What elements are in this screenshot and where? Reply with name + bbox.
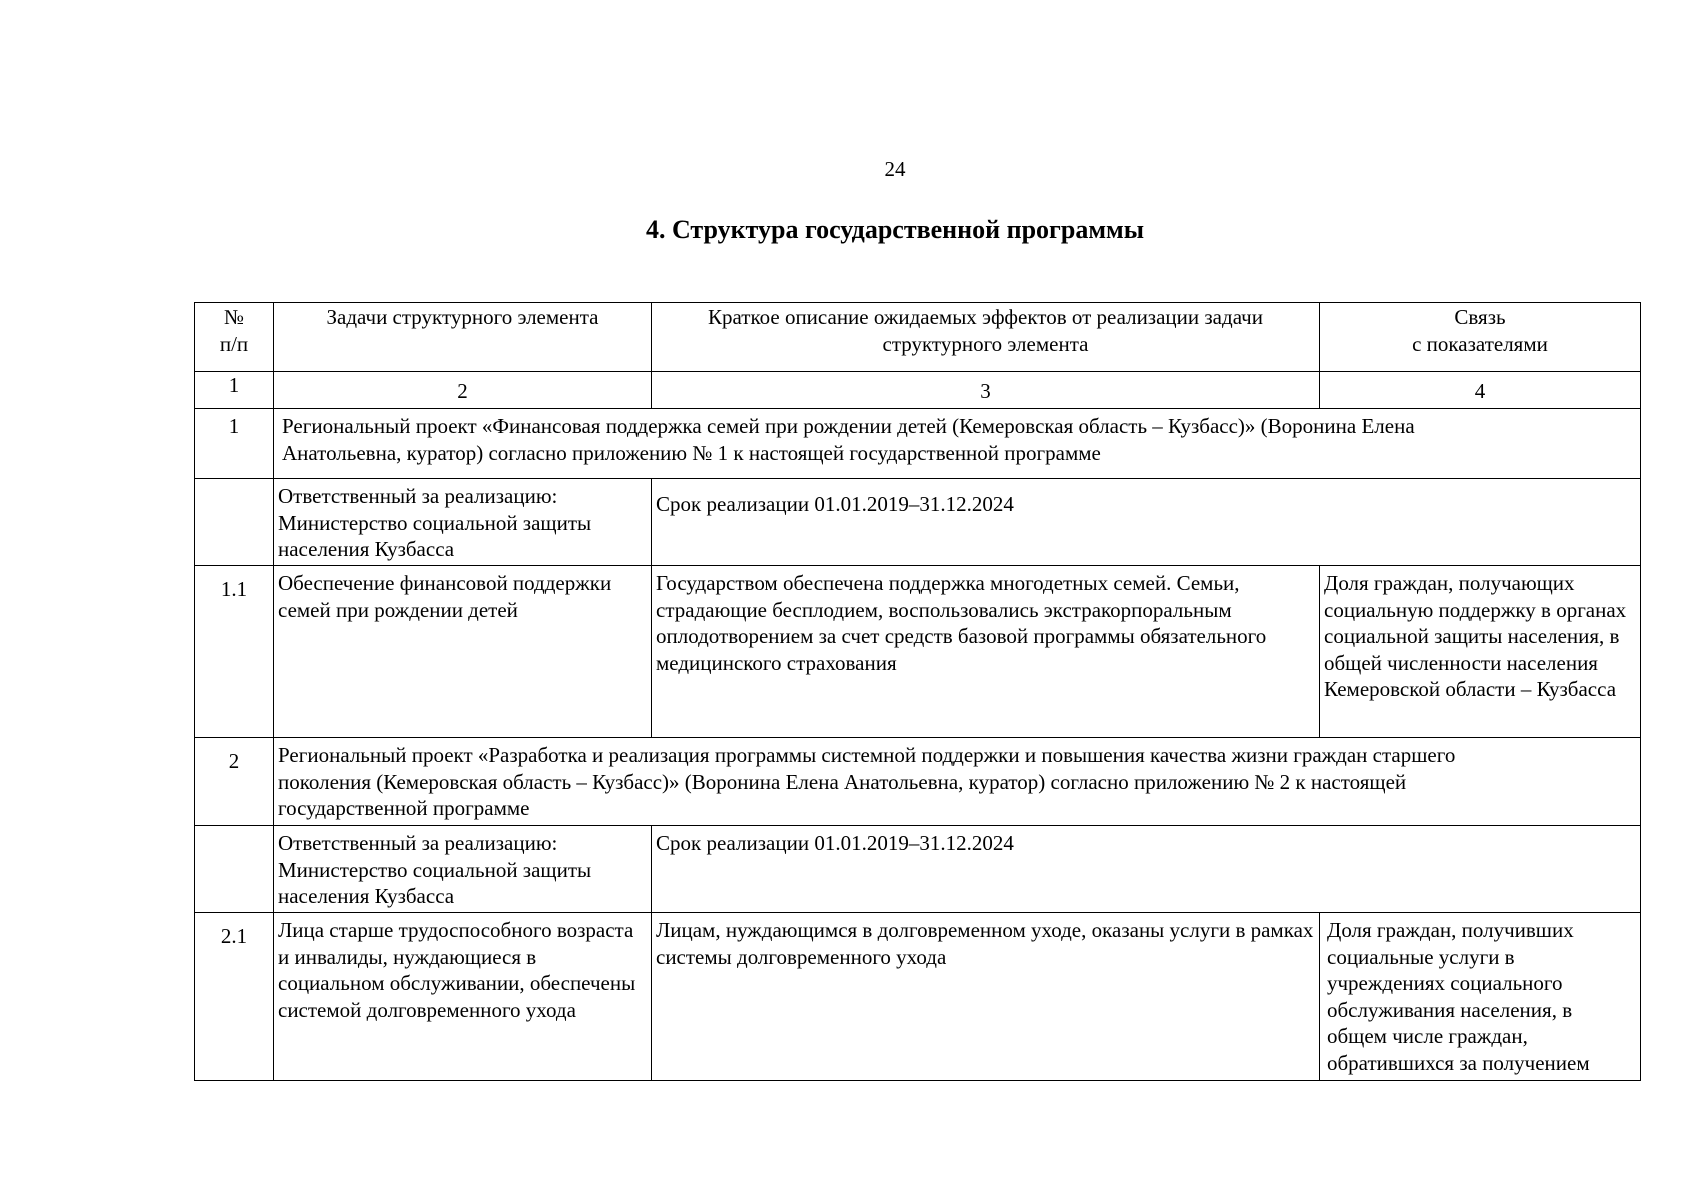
header-effects <box>652 303 1320 372</box>
project-number: 2 <box>195 738 274 826</box>
responsible-executor: Ответственный за реализацию: Министерство социальной защиты населения Кузбасса <box>274 479 652 566</box>
column-number: 3 <box>652 372 1320 409</box>
header-num <box>195 303 274 372</box>
page-number: 24 <box>884 157 906 181</box>
implementation-term: Срок реализации 01.01.2019–31.12.2024 <box>652 479 1641 566</box>
header-link-line1: Связь <box>1454 305 1506 329</box>
task-number: 1.1 <box>195 566 274 738</box>
task-number: 2.1 <box>195 913 274 1081</box>
responsible-executor: Ответственный за реализацию: Министерство социальной защиты населения Кузбасса <box>274 826 652 913</box>
project-title-line: Анатольевна, куратор) согласно приложению № 1 к настоящей государственной программе <box>282 440 1101 465</box>
project-title-line: Региональный проект «Разработка и реализация программы системной поддержки и повышения качества жизни граждан старшего <box>278 743 1456 767</box>
structure-table <box>194 302 1641 1081</box>
task-effects: Лицам, нуждающимся в долговременном уходе, оказаны услуги в рамках системы долговременного ухода <box>652 913 1320 1081</box>
column-number: 4 <box>1320 372 1641 409</box>
project-responsible-row <box>195 826 1641 913</box>
header-num-line2: п/п <box>219 331 249 356</box>
task-indicator: Доля граждан, получивших социальные услуги в учреждениях социального обслуживания населения, в общем числе граждан, обратившихся за получением <box>1320 913 1641 1081</box>
project-row <box>195 738 1641 826</box>
task-description: Лица старше трудоспособного возраста и инвалиды, нуждающиеся в социальном обслуживании, обеспечены системой долговременного ухода <box>274 913 652 1081</box>
column-numbers-row <box>195 372 1641 409</box>
header-num-line1: № <box>223 305 245 329</box>
project-number: 1 <box>195 409 274 479</box>
header-tasks: Задачи структурного элемента <box>274 303 652 372</box>
table-header-row <box>195 303 1641 372</box>
task-row <box>195 913 1641 1081</box>
project-title-line: государственной программе <box>278 796 530 820</box>
header-effects-line2: структурного элемента <box>882 331 1089 356</box>
task-row <box>195 566 1641 738</box>
empty-cell <box>195 479 274 566</box>
project-row <box>195 409 1641 479</box>
empty-cell <box>195 826 274 913</box>
column-number: 1 <box>195 372 274 409</box>
implementation-term: Срок реализации 01.01.2019–31.12.2024 <box>652 826 1641 913</box>
header-link <box>1320 303 1641 372</box>
project-title <box>274 738 1641 826</box>
task-description: Обеспечение финансовой поддержки семей при рождении детей <box>274 566 652 738</box>
project-title-line: поколения (Кемеровская область – Кузбасс)» (Воронина Елена Анатольевна, куратор) согласно приложению № 2 к настоящей <box>278 769 1407 794</box>
column-number: 2 <box>274 372 652 409</box>
header-link-line2: с показателями <box>1412 331 1548 356</box>
project-title-line: Региональный проект «Финансовая поддержка семей при рождении детей (Кемеровская область – Кузбасс)» (Воронина Елена <box>282 414 1415 438</box>
project-responsible-row <box>195 479 1641 566</box>
project-title <box>274 409 1641 479</box>
header-effects-line1: Краткое описание ожидаемых эффектов от реализации задачи <box>708 305 1263 329</box>
page-title: 4. Структура государственной программы <box>645 215 1145 244</box>
task-effects: Государством обеспечена поддержка многодетных семей. Семьи, страдающие бесплодием, воспользовались экстракорпоральным оплодотворением за счет средств базовой программы обязательного медицинского страхования <box>652 566 1320 738</box>
task-indicator: Доля граждан, получающих социальную поддержку в органах социальной защиты населения, в общей численности населения Кемеровской области – Кузбасса <box>1320 566 1641 738</box>
